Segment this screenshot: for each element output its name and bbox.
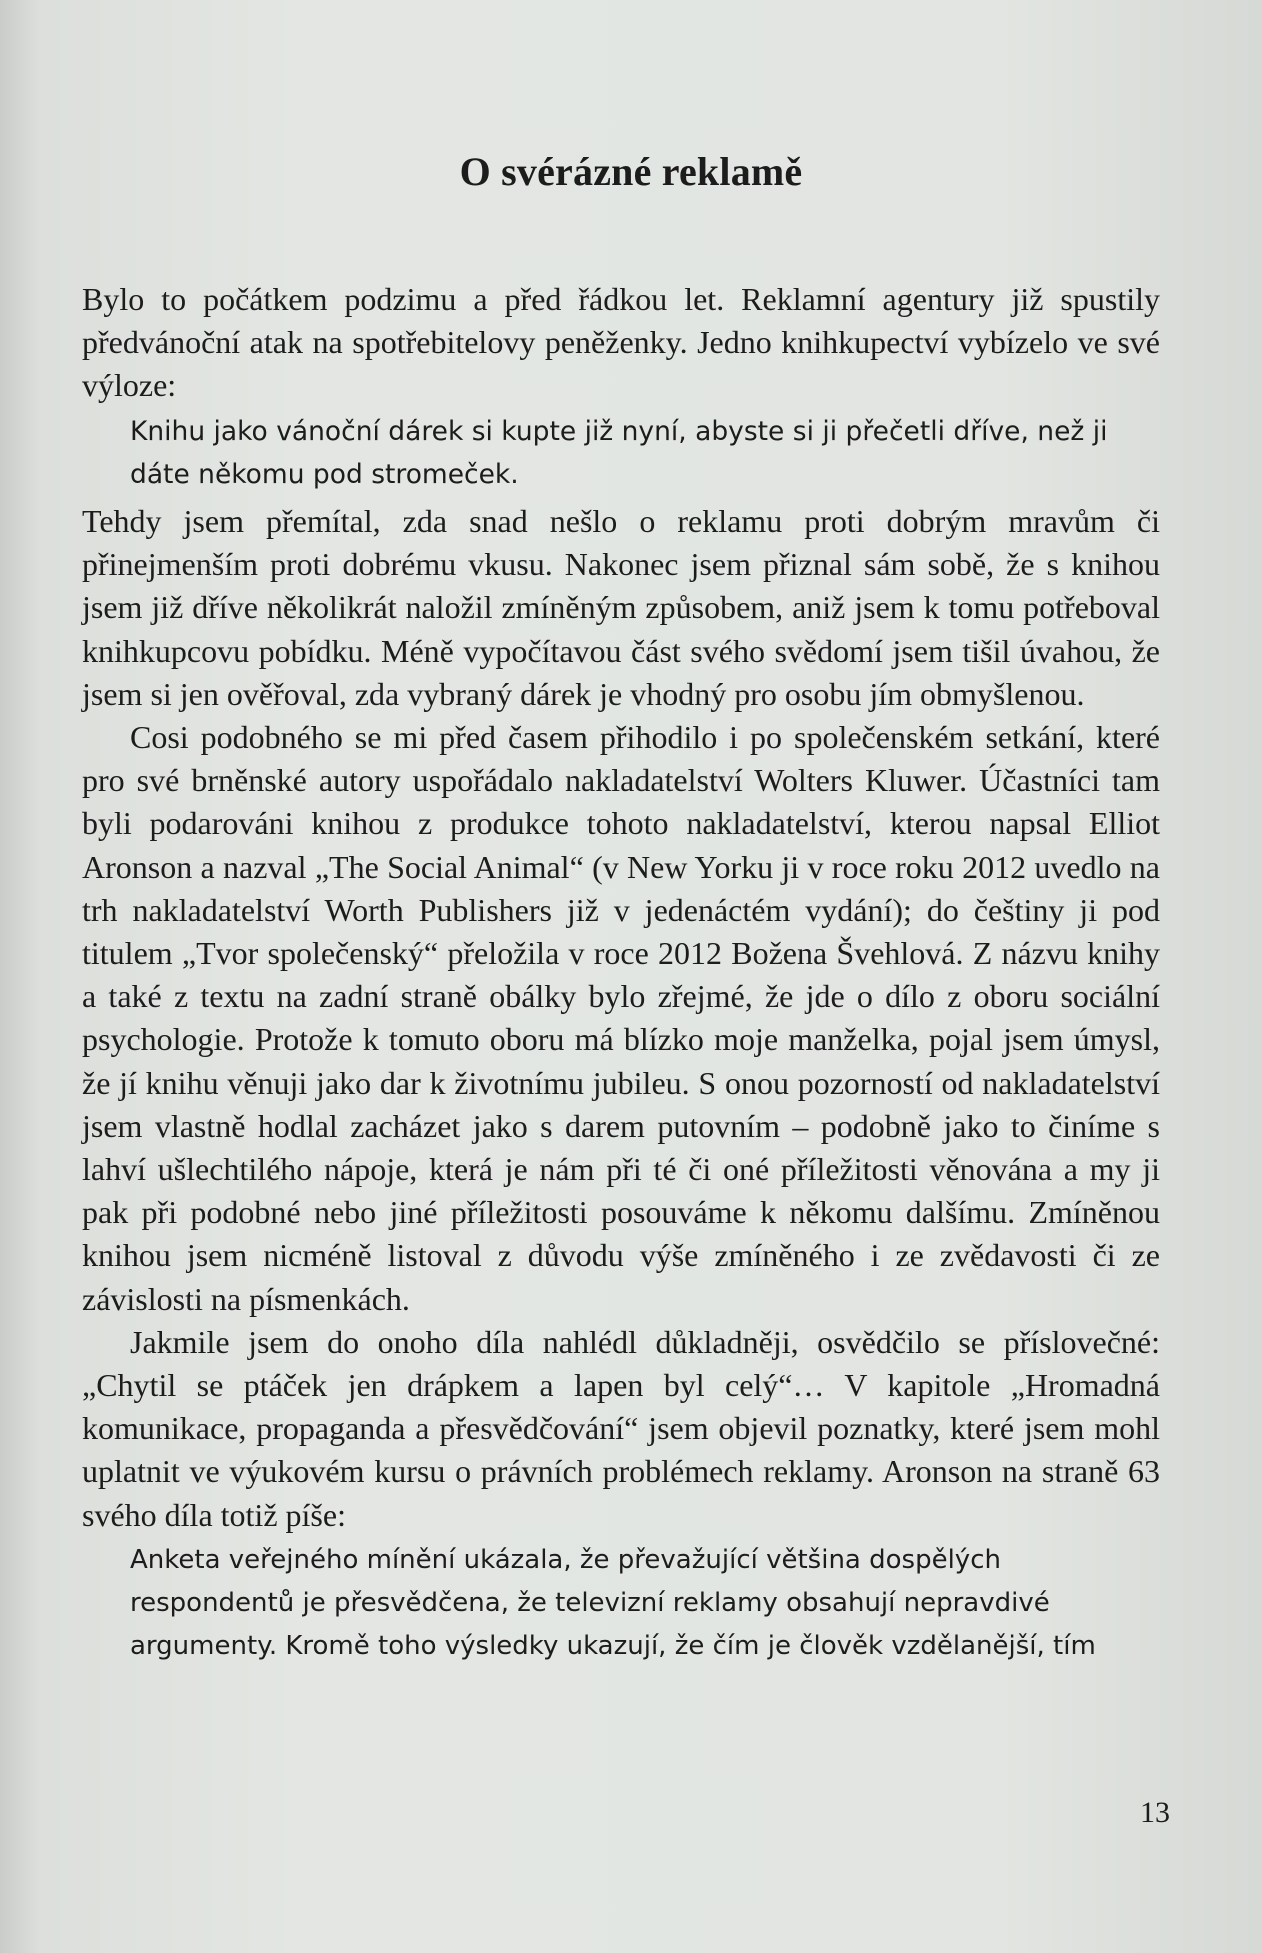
chapter-title: O svérázné reklamě — [459, 149, 803, 194]
paragraph: Cosi podobného se mi před časem přihodilo i po společenském setkání, které pro své brněnské autory uspořádalo nakladatelství Wolters Kluwer. Účastníci tam byli podarováni knihou z produkce tohoto nakladatelství, kterou napsal Elliot Aronson a nazval „The Social Animal“ (v New Yorku ji v roce roku 2012 uvedlo na trh nakladatelství Worth Publishers již v jedenáctém vydání); do češtiny ji pod titulem „Tvor společenský“ přeložila v roce 2012 Božena Švehlová. Z názvu knihy a také z textu na zadní straně obálky bylo zřejmé, že jde o dílo z oboru sociální psychologie. Protože k tomuto oboru má blízko moje manželka, pojal jsem úmysl, že jí knihu věnuji jako dar k životnímu jubileu. S onou pozorností od nakladatelství jsem vlastně hodlal zacházet jako s darem putovním – podobně jako to činíme s lahví ušlechtilého nápoje, která je nám při té či oné příležitosti věnována a my ji pak při podobné nebo jiné příležitosti posouváme k někomu dalšímu. Zmíněnou knihou jsem nicméně listoval z důvodu výše zmíněného i ze zvědavosti či ze závislosti na písmenkách. — [82, 719, 1160, 1317]
body-text — [82, 278, 1160, 1669]
block-quote: Anketa veřejného mínění ukázala, že převažující většina dospělých respondentů je přesvědčena, že televizní reklamy obsahují nepravdivé argumenty. Kromě toho výsledky ukazují, že čím je člověk vzdělanější, tím — [130, 1544, 1096, 1662]
paragraph: Tehdy jsem přemítal, zda snad nešlo o reklamu proti dobrým mravům či přinejmenším proti dobrému vkusu. Nakonec jsem přiznal sám sobě, že s knihou jsem již dříve několikrát naložil zmíněným způsobem, aniž jsem k tomu potřeboval knihkupcovu pobídku. Méně vypočítavou část svého svědomí jsem tišil úvahou, že jsem si jen ověřoval, zda vybraný dárek je vhodný pro osobu jím obmyšlenou. — [82, 503, 1160, 712]
paragraph: Bylo to počátkem podzimu a před řádkou let. Reklamní agentury již spustily předvánoční atak na spotřebitelovy peněženky. Jedno knihkupectví vybízelo ve své výloze: — [82, 281, 1160, 404]
page-number: 13 — [1140, 1796, 1170, 1829]
paragraph: Jakmile jsem do onoho díla nahlédl důkladněji, osvědčilo se příslovečné: „Chytil se ptáček jen drápkem a lapen byl celý“… V kapitole „Hromadná komunikace, propaganda a přesvědčování“ jsem objevil poznatky, které jsem mohl uplatnit ve výukovém kursu o právních problémech reklamy. Aronson na straně 63 svého díla totiž píše: — [82, 1323, 1160, 1533]
block-quote: Knihu jako vánoční dárek si kupte již nyní, abyste si ji přečetli dříve, než ji dáte někomu pod stromeček. — [130, 415, 1108, 490]
